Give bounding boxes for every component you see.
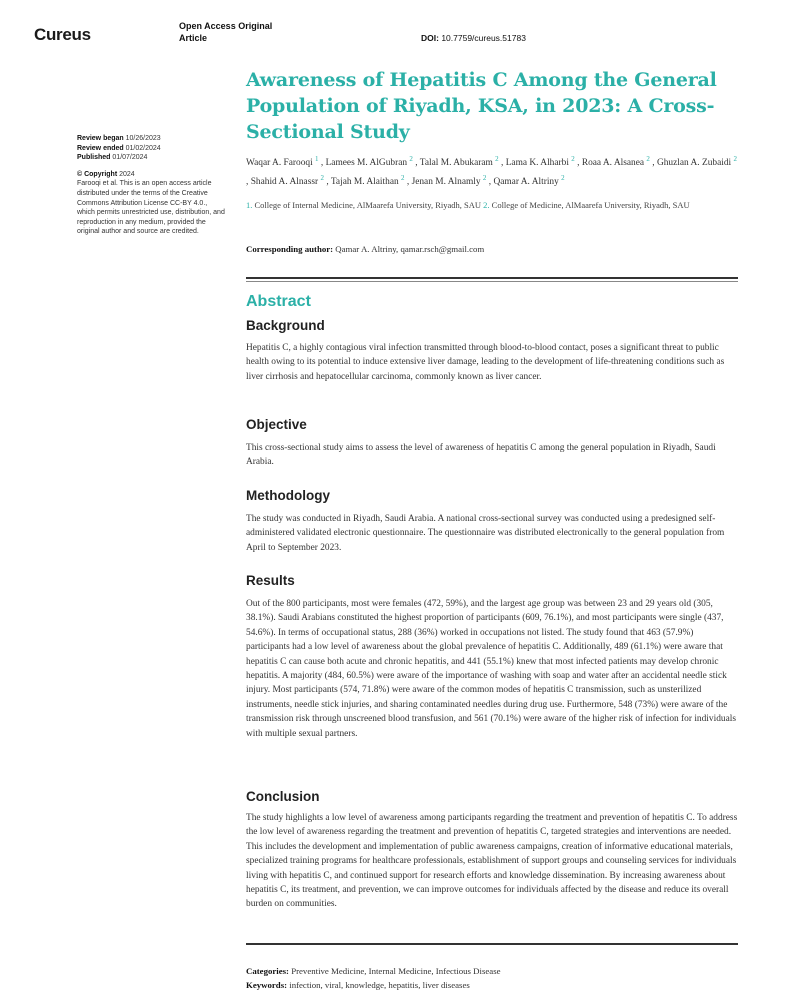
author-separator: , xyxy=(404,177,412,188)
published-label: Published xyxy=(77,154,111,162)
background-text: Hepatitis C, a highly contagious viral infection transmitted through blood-to-blood contact, poses a significant threat to public health owing to its potential to induce extensive liver damage, leading to the development of life-threatening conditions such as liver cirrhosis and hepatocellular carcinoma, commonly known as liver cancer. xyxy=(246,343,725,382)
author-separator: , xyxy=(486,177,494,188)
abstract-heading: Abstract xyxy=(246,293,311,310)
background-heading: Background xyxy=(246,318,325,333)
sidebar xyxy=(77,134,227,237)
affil-text-2: College of Medicine, AlMaarefa University, Riyadh, SAU xyxy=(491,200,690,210)
author-separator: , xyxy=(323,177,331,188)
author-affiliation-marker: 1 xyxy=(315,155,319,163)
results-heading: Results xyxy=(246,573,295,588)
review-began-label: Review began xyxy=(77,135,124,142)
corresponding-value[interactable]: Qamar A. Altriny, qamar.rsch@gmail.com xyxy=(335,244,485,254)
author-affiliation-marker: 2 xyxy=(495,155,499,163)
keywords-value[interactable]: infection, viral, knowledge, hepatitis, liver diseases xyxy=(289,980,470,990)
author-affiliation-marker: 2 xyxy=(320,174,324,183)
keywords-label: Keywords: xyxy=(246,980,288,990)
license-text: Farooqi et al. This is an open access article distributed under the terms of the Creative Commons Attribution License CC-BY 4.0., which permits unrestricted use, distribution, and reproduction in any medium, provided the original author and source are credited. xyxy=(77,180,225,236)
author-affiliation-marker: 2 xyxy=(733,155,737,163)
paper-title: Awareness of Hepatitis C Among the General Population of Riyadh, KSA, in 2023: A Cross-Sectional Study xyxy=(246,69,717,143)
copyright-year: 2024 xyxy=(119,170,135,178)
published xyxy=(77,153,227,163)
doi-link[interactable]: 10.7759/cureus.51783 xyxy=(441,33,526,43)
copyright-label: © Copyright xyxy=(77,170,118,178)
affil-text-1: College of Internal Medicine, AlMaarefa University, Riyadh, SAU xyxy=(254,200,482,210)
conclusion-heading: Conclusion xyxy=(246,789,320,804)
categories xyxy=(246,964,501,978)
doi xyxy=(421,33,526,43)
copyright xyxy=(77,170,227,180)
author-affiliation-marker: 2 xyxy=(401,174,405,183)
divider-top-thick xyxy=(246,277,738,279)
author-affiliation-marker: 2 xyxy=(571,155,575,163)
article-type xyxy=(179,20,272,44)
author-separator: , xyxy=(412,158,420,169)
author-name[interactable]: Talal M. Abukaram xyxy=(419,158,496,169)
affil-num-2: 2. xyxy=(483,200,490,210)
journal-logo: Cureus xyxy=(34,25,91,44)
author-name[interactable]: Jenan M. Alnamly xyxy=(411,177,483,188)
conclusion-text: The study highlights a low level of awareness among participants regarding the treatment and prevention of hepatitis C. To address the low level of awareness regarding the treatment and prevention of hepatitis C, targeted strategies and interventions are needed. This includes the development and implementation of public awareness campaigns, creation of informative educational materials, specialized training programs for healthcare professionals, establishment of support groups and counseling services for individuals living with hepatitis C, and continued support for research efforts and knowledge dissemination. By increasing awareness about hepatitis C, its treatment, and prevention, we can improve outcomes for individuals affected by the disease and reduce its overall burden on communities. xyxy=(246,813,738,910)
doi-label: DOI: xyxy=(421,33,439,43)
author-name[interactable]: Lamees M. AlGubran xyxy=(325,158,410,169)
author-separator: , xyxy=(649,158,657,169)
author-separator: , xyxy=(318,158,326,169)
author-name[interactable]: Roaa A. Alsanea xyxy=(581,158,647,169)
affil-num-1: 1. xyxy=(246,200,253,210)
categories-label: Categories: xyxy=(246,966,289,976)
categories-keywords xyxy=(246,964,501,992)
methodology-heading: Methodology xyxy=(246,488,330,503)
review-ended xyxy=(77,144,227,154)
review-ended-value: 01/02/2024 xyxy=(125,144,161,152)
author-separator: , xyxy=(498,158,506,169)
author-name[interactable]: Shahid A. Alnassr xyxy=(250,177,321,188)
author-list xyxy=(246,152,738,190)
objective-text: This cross-sectional study aims to assess the level of awareness of hepatitis C among the general population in Riyadh, Saudi Arabia. xyxy=(246,443,716,468)
methodology-text: The study was conducted in Riyadh, Saudi Arabia. A national cross-sectional survey was conducted using a predesigned self-administered validated electronic questionnaire. The questionnaire was distributed electronically to the general population from April to September 2023. xyxy=(246,514,725,553)
author-separator: , xyxy=(246,177,251,188)
article-type-line1: Open Access Original xyxy=(179,21,273,31)
corresponding-label: Corresponding author: xyxy=(246,244,334,254)
affiliations xyxy=(246,199,738,212)
author-name[interactable]: Lama K. Alharbi xyxy=(505,158,572,169)
categories-value[interactable]: Preventive Medicine, Internal Medicine, Infectious Disease xyxy=(291,966,501,976)
review-began-value: 10/26/2023 xyxy=(125,135,161,142)
author-affiliation-marker: 2 xyxy=(561,174,565,183)
author-name[interactable]: Waqar A. Farooqi xyxy=(246,158,316,169)
author-separator: , xyxy=(574,158,582,169)
results-text: Out of the 800 participants, most were females (472, 59%), and the largest age group was between 23 and 29 years old (305, 38.1%). Saudi Arabians constituted the highest proportion of participants (609, 76.1%), and most participants were single (437, 54.6%). In terms of occupational status, 288 (36%) worked in occupations not listed. The study found that 463 (57.9%) participants had a low level of awareness about the global prevalence of hepatitis C. Additionally, 489 (61.1%) were aware that hepatitis C can cause both acute and chronic hepatitis, and 441 (55.1%) knew that most infected patients may develop chronic hepatitis. A majority (484, 60.5%) were aware of the importance of washing with soap and water after an accidental needle stick injury. Most participants (574, 71.8%) were aware of the common modes of hepatitis C transmission, such as unsterilized instruments, needle stick injuries, and sharing contaminated needles during drug use. Furthermore, 548 (73%) were aware of the transmission risk through unscreened blood transfusion, and 561 (70.1%) were aware of the higher risk of infection for individuals with multiple sexual partners. xyxy=(246,599,736,739)
objective-heading: Objective xyxy=(246,417,307,432)
keywords xyxy=(246,978,501,992)
corresponding-author xyxy=(246,244,484,254)
divider-top-thin xyxy=(246,281,738,282)
author-affiliation-marker: 2 xyxy=(646,155,650,163)
divider-bottom xyxy=(246,943,738,945)
author-affiliation-marker: 2 xyxy=(482,174,487,183)
author-name[interactable]: Tajah M. Alaithan xyxy=(330,177,402,188)
review-began xyxy=(77,134,227,144)
review-ended-label: Review ended xyxy=(77,144,124,152)
published-value: 01/07/2024 xyxy=(112,154,148,162)
author-name[interactable]: Ghuzlan A. Zubaidi xyxy=(656,158,734,169)
article-type-line2: Article xyxy=(179,33,208,43)
author-affiliation-marker: 2 xyxy=(409,155,413,163)
author-name[interactable]: Qamar A. Altriny xyxy=(493,177,562,188)
